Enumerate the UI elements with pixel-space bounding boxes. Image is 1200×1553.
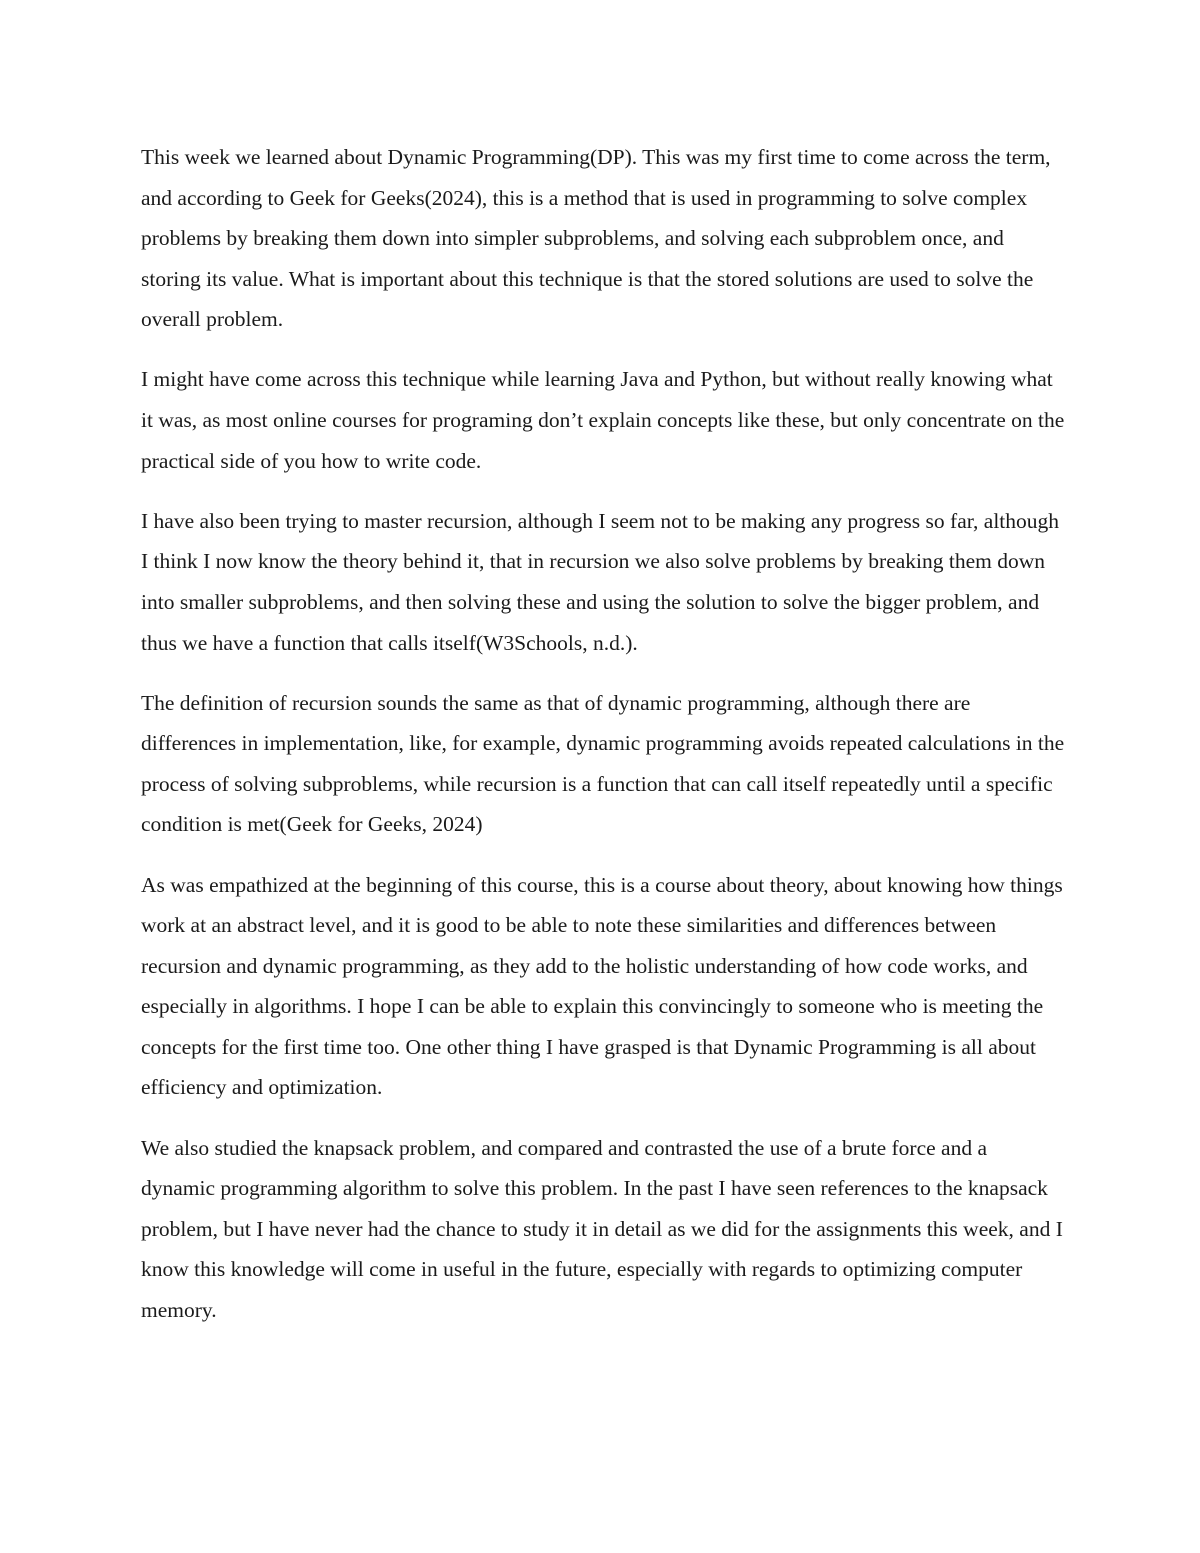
paragraph-course-theory: As was empathized at the beginning of this course, this is a course about theory, about knowing how things work at an abstract level, and it is good to be able to note these similarities and differences between recursion and dynamic programming, as they add to the holistic understanding of how code works, and especially in algorithms. I hope I can be able to explain this convincingly to someone who is meeting the concepts for the first time too. One other thing I have grasped is that Dynamic Programming is all about efficiency and optimization. [141, 872, 1063, 1100]
paragraph-recursion-vs-dp: The definition of recursion sounds the same as that of dynamic programming, although there are differences in implementation, like, for example, dynamic programming avoids repeated calculations in the process of solving subproblems, while recursion is a function that can call itself repeatedly until a specific condition is met(Geek for Geeks, 2024) [141, 690, 1065, 837]
paragraph-recursion: I have also been trying to master recursion, although I seem not to be making any progress so far, although I think I now know the theory behind it, that in recursion we also solve problems by breaking them down into smaller subproblems, and then solving these and using the solution to solve the bigger problem, and thus we have a function that calls itself(W3Schools, n.d.). [141, 508, 1060, 655]
paragraph-java-python: I might have come across this technique while learning Java and Python, but without really knowing what it was, as most online courses for programing don’t explain concepts like these, but only concentrate on the practical side of you how to write code. [141, 367, 1065, 473]
document-body [141, 137, 1066, 1350]
paragraph-dynamic-programming-intro: This week we learned about Dynamic Programming(DP). This was my first time to come across the term, and according to Geek for Geeks(2024), this is a method that is used in programming to solve complex problems by breaking them down into simpler subproblems, and solving each subproblem once, and storing its value. What is important about this technique is that the stored solutions are used to solve the overall problem. [141, 145, 1051, 332]
paragraph-knapsack: We also studied the knapsack problem, and compared and contrasted the use of a brute force and a dynamic programming algorithm to solve this problem. In the past I have seen references to the knapsack problem, but I have never had the chance to study it in detail as we did for the assignments this week, and I know this knowledge will come in useful in the future, especially with regards to optimizing computer memory. [141, 1135, 1063, 1322]
